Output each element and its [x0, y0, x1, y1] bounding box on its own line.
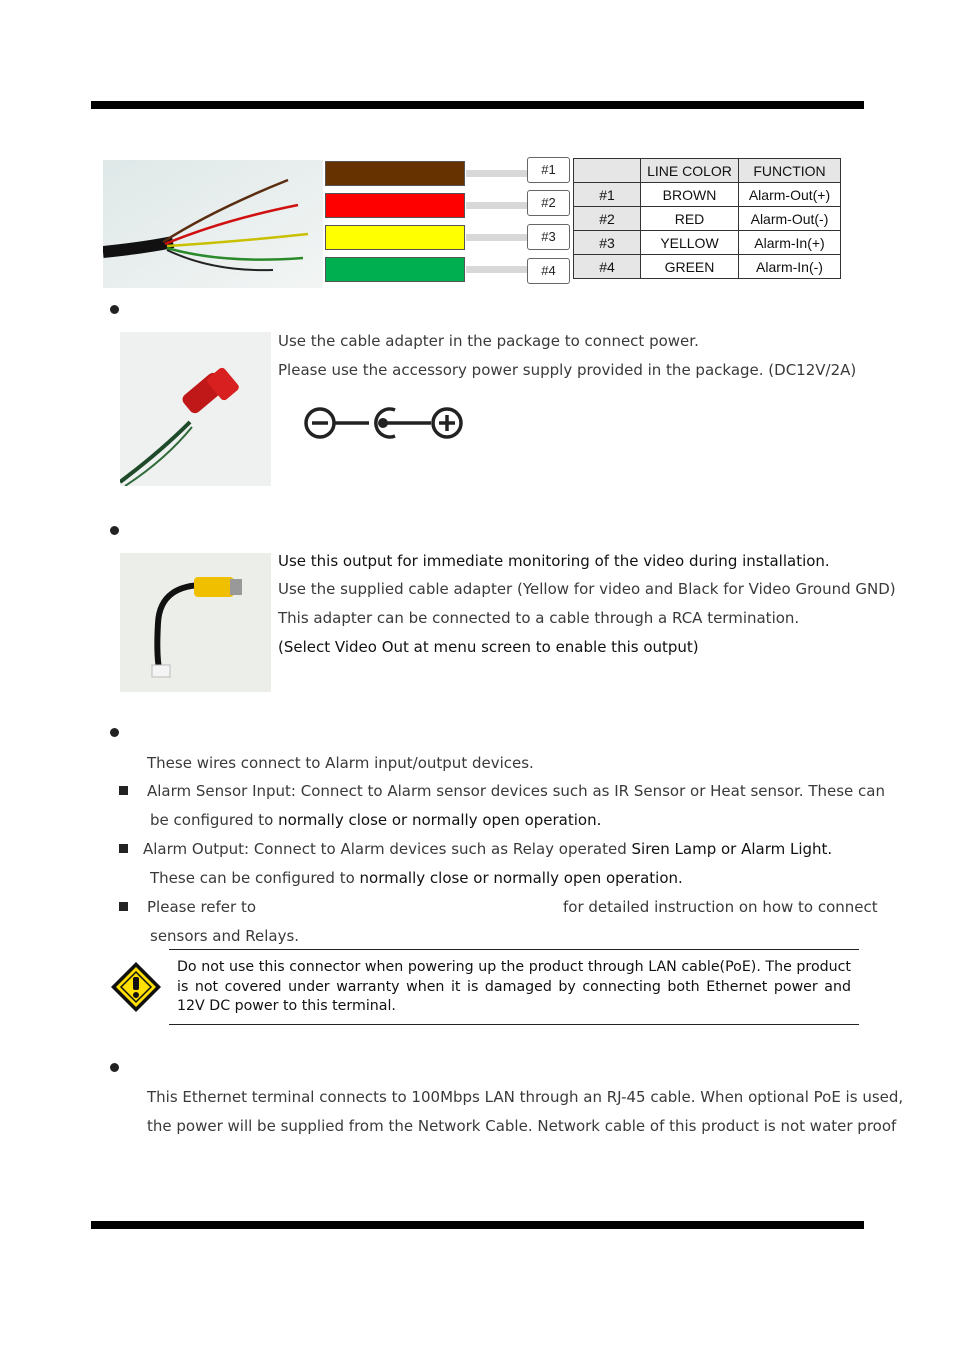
- table-row: [574, 207, 841, 231]
- ethernet-text-2: the power will be supplied from the Network Cable. Network cable of this product is not water proof: [147, 1117, 897, 1135]
- video-text-3: This adapter can be connected to a cable through a RCA termination.: [278, 609, 800, 627]
- footer-rule: [91, 1221, 864, 1229]
- table-header-row: [574, 159, 841, 183]
- table-cell: #2: [574, 207, 641, 231]
- table-cell: GREEN: [641, 255, 739, 279]
- table-cell: #4: [574, 255, 641, 279]
- alarm-output-text-2: [150, 868, 683, 888]
- text-span: be configured to: [150, 811, 279, 829]
- power-adapter-photo: [120, 332, 271, 486]
- wire-tag: #2: [527, 190, 570, 216]
- table-row: [574, 231, 841, 255]
- table-cell: BROWN: [641, 183, 739, 207]
- list-bullet: [119, 844, 128, 853]
- text-span: Alarm Output: Connect to Alarm devices such as Relay operated: [143, 840, 632, 858]
- video-text-2: Use the supplied cable adapter (Yellow for video and Black for Video Ground GND): [278, 580, 896, 598]
- section-bullet: [110, 305, 119, 314]
- power-text-2: Please use the accessory power supply provided in the package. (DC12V/2A): [278, 361, 857, 379]
- table-row: [574, 255, 841, 279]
- table-header-cell: [574, 159, 641, 183]
- header-rule: [91, 101, 864, 109]
- warning-icon: [110, 961, 162, 1013]
- swatch-yellow: [325, 225, 465, 250]
- table-cell: Alarm-In(+): [739, 231, 841, 255]
- text-span: normally close or normally open operation.: [278, 811, 602, 829]
- text-span: These can be configured to: [150, 869, 360, 887]
- alarm-input-text-2: [150, 810, 601, 830]
- section-bullet: [110, 1063, 119, 1072]
- table-row: [574, 183, 841, 207]
- list-bullet: [119, 786, 128, 795]
- swatch-green: [325, 257, 465, 282]
- wire-lead: [466, 266, 528, 273]
- alarm-wires-photo: [103, 160, 323, 288]
- text-span: normally close or normally open operation.: [359, 869, 683, 887]
- alarm-output-text: [143, 839, 832, 859]
- text-span: Siren Lamp or Alarm Light.: [631, 840, 833, 858]
- table-header-cell: LINE COLOR: [641, 159, 739, 183]
- table-cell: #3: [574, 231, 641, 255]
- alarm-refer-text-2: sensors and Relays.: [150, 927, 300, 945]
- wire-tag: #4: [527, 258, 570, 284]
- table-cell: Alarm-Out(-): [739, 207, 841, 231]
- video-text-4: (Select Video Out at menu screen to enable this output): [278, 638, 699, 656]
- table-cell: #1: [574, 183, 641, 207]
- table-cell: Alarm-Out(+): [739, 183, 841, 207]
- table-cell: YELLOW: [641, 231, 739, 255]
- wire-lead: [466, 234, 528, 241]
- video-text-1: Use this output for immediate monitoring of the video during installation.: [278, 552, 830, 570]
- alarm-refer-text-a: Please refer to: [147, 898, 257, 916]
- swatch-brown: [325, 161, 465, 186]
- wire-tag: #3: [527, 224, 570, 250]
- list-bullet: [119, 902, 128, 911]
- section-bullet: [110, 728, 119, 737]
- table-cell: Alarm-In(-): [739, 255, 841, 279]
- swatch-red: [325, 193, 465, 218]
- power-text-1: Use the cable adapter in the package to connect power.: [278, 332, 699, 350]
- video-adapter-photo: [120, 553, 271, 692]
- wire-lead: [466, 202, 528, 209]
- alarm-input-text: Alarm Sensor Input: Connect to Alarm sensor devices such as IR Sensor or Heat sensor. These can: [147, 782, 886, 800]
- table-cell: RED: [641, 207, 739, 231]
- wire-tag: #1: [527, 157, 570, 183]
- warning-text: Do not use this connector when powering up the product through LAN cable(PoE). The product is not covered under warranty when it is damaged by connecting both Ethernet power and 12V DC power to this terminal.: [177, 959, 851, 1014]
- dc-polarity-icon: [303, 405, 465, 441]
- ethernet-text-1: This Ethernet terminal connects to 100Mbps LAN through an RJ-45 cable. When optional PoE is used,: [147, 1088, 904, 1106]
- warning-box: [169, 949, 859, 1025]
- alarm-refer-text-b: for detailed instruction on how to connect: [563, 898, 878, 916]
- wire-function-table: [573, 158, 841, 279]
- wire-lead: [466, 170, 528, 177]
- section-bullet: [110, 526, 119, 535]
- alarm-intro: These wires connect to Alarm input/output devices.: [147, 754, 534, 772]
- table-header-cell: FUNCTION: [739, 159, 841, 183]
